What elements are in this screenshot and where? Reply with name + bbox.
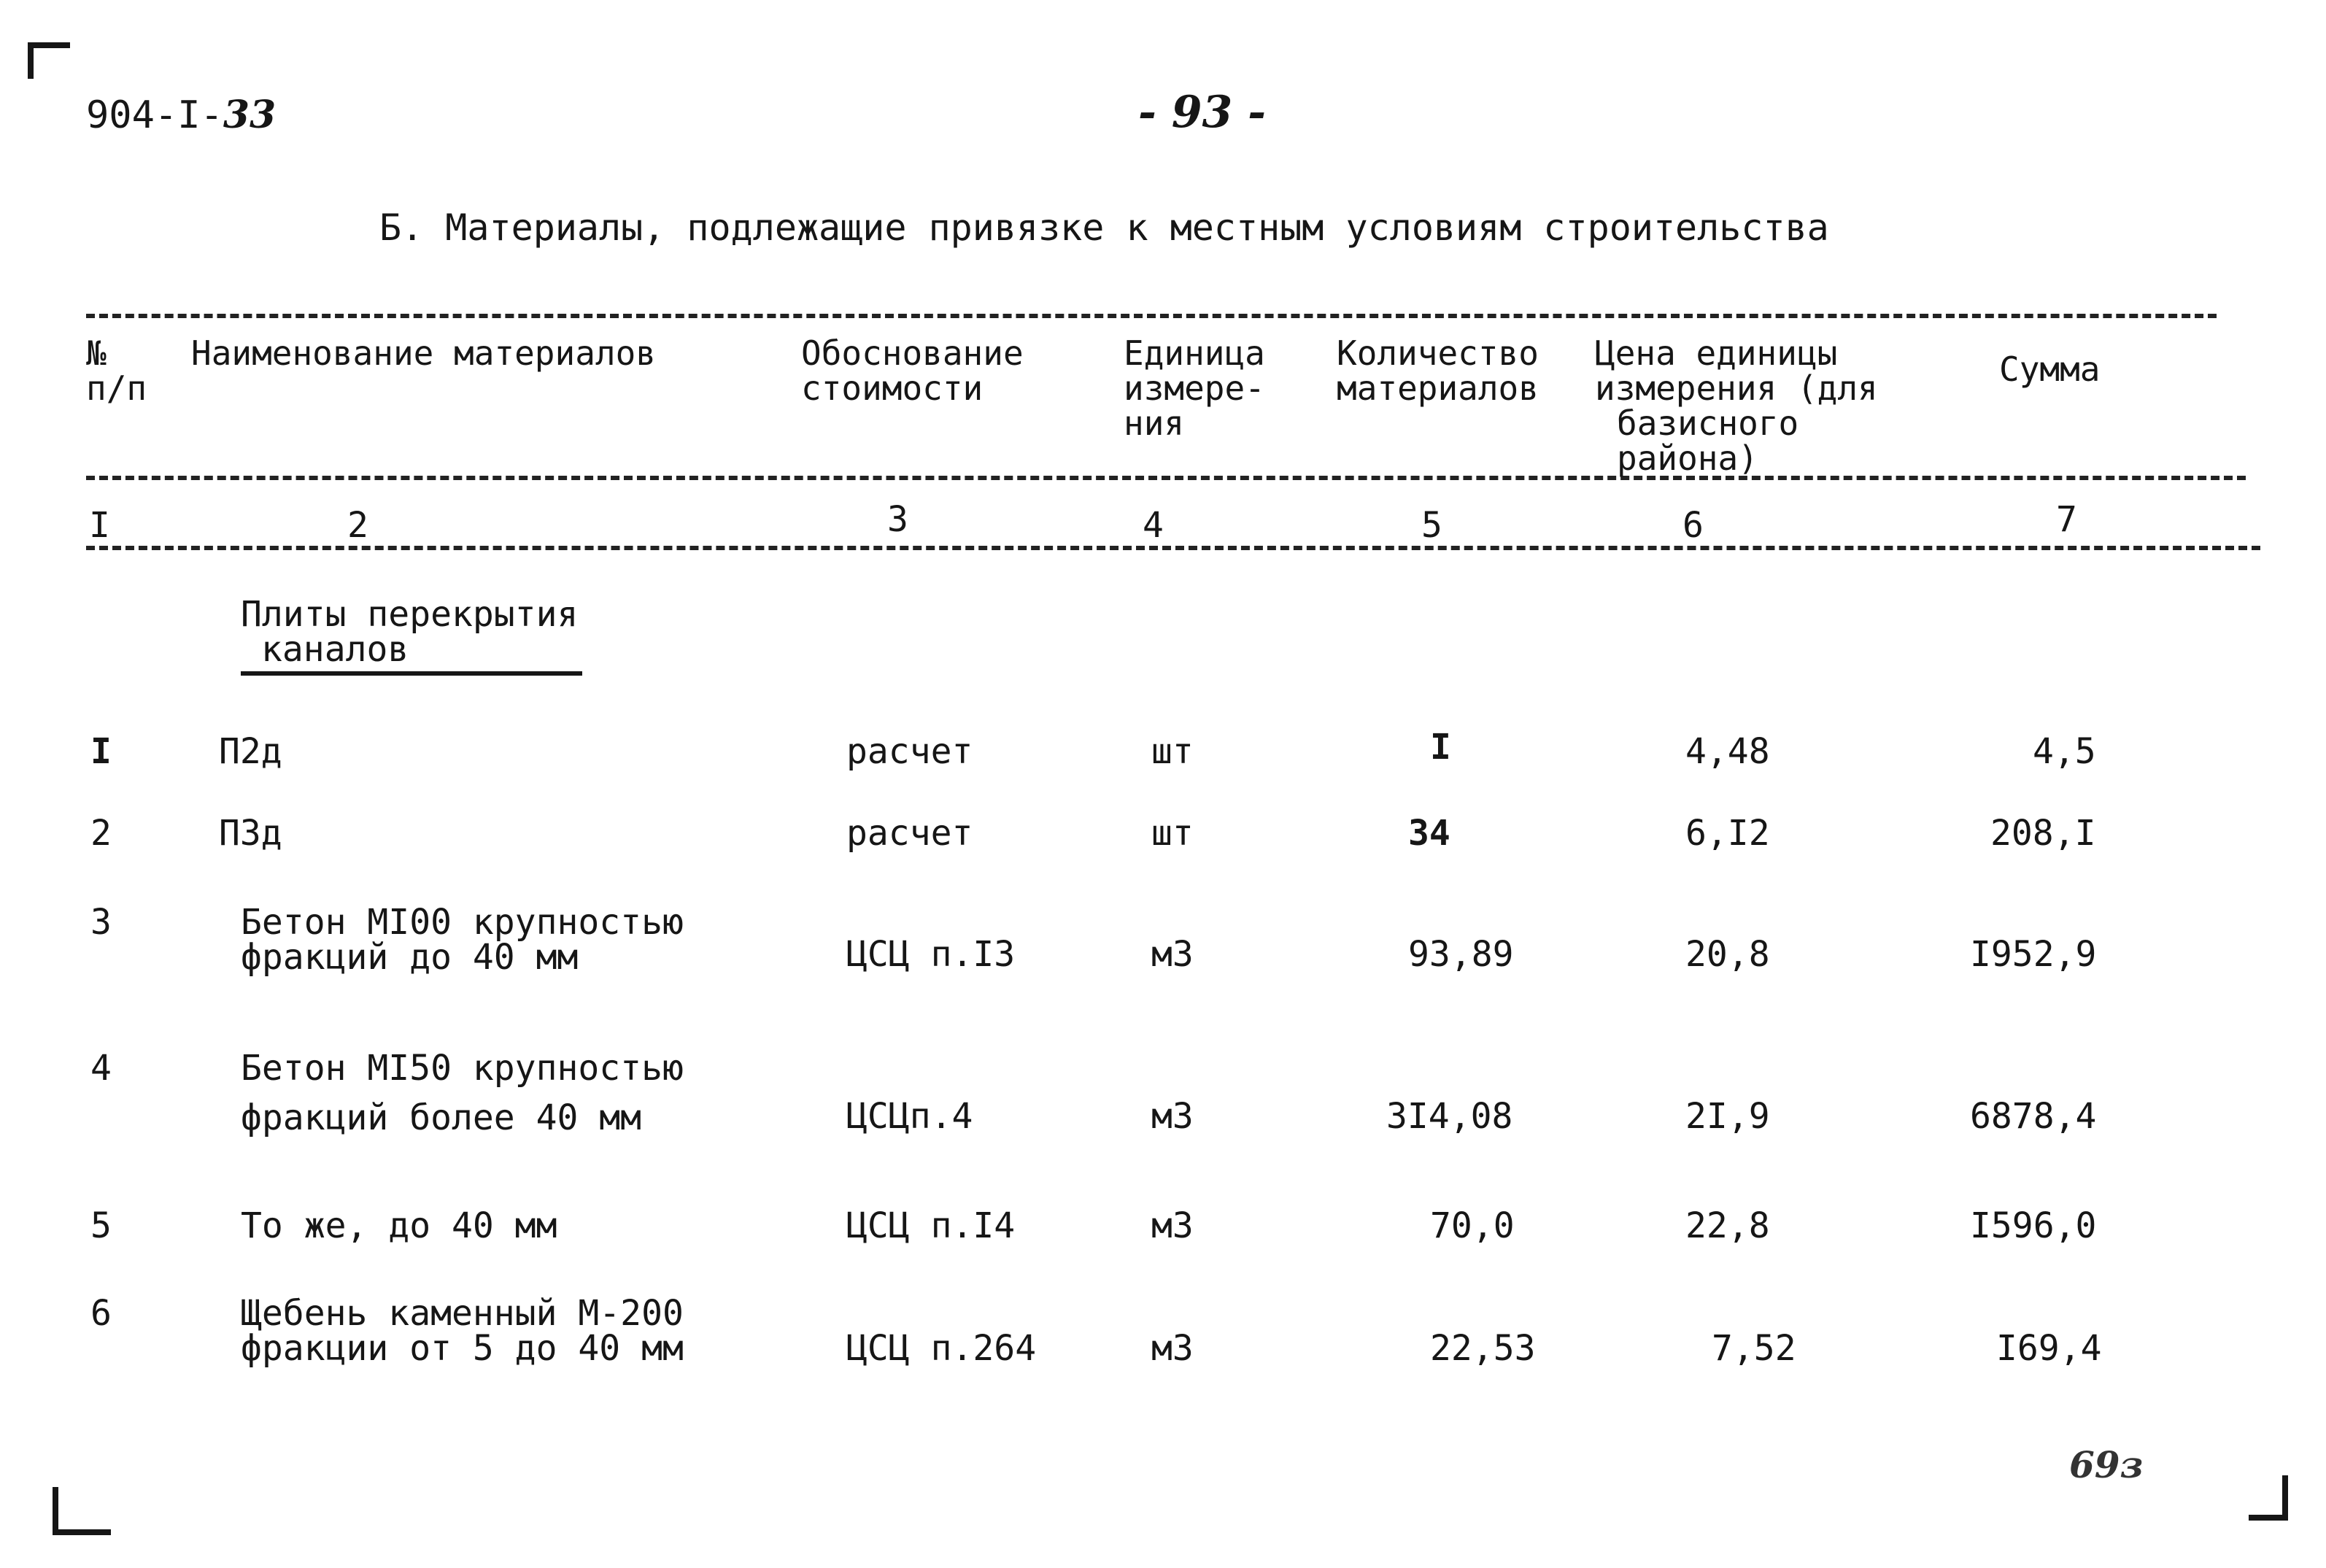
row-3-num: 3 <box>90 902 112 943</box>
row-6-price: 7,52 <box>1712 1328 1796 1369</box>
column-number-3: 3 <box>887 499 908 540</box>
document-code-suffix: 33 <box>223 93 277 137</box>
header-unit: Единица измере- ния <box>1124 333 1265 443</box>
row-1-num: I <box>90 731 112 772</box>
column-number-5: 5 <box>1421 505 1442 546</box>
row-4-unit: м3 <box>1151 1096 1194 1137</box>
corner-mark-bottom-right <box>2282 1475 2288 1521</box>
row-1-basis: расчет <box>846 731 973 772</box>
row-3-qty: 93,89 <box>1408 934 1514 975</box>
row-6-num: 6 <box>90 1293 112 1334</box>
row-1-unit: шт <box>1151 731 1194 772</box>
row-3-unit: м3 <box>1151 934 1194 975</box>
section-title: Б. Материалы, подлежащие привязке к местным условиям строительства <box>379 206 1829 249</box>
row-5-name: То же, до 40 мм <box>241 1205 557 1246</box>
row-4-basis: ЦСЦп.4 <box>846 1096 973 1137</box>
footer-mark: 69з <box>2069 1443 2144 1486</box>
page-number: - 93 - <box>1138 87 1267 138</box>
row-4-name: Бетон МI50 крупностью фракций более 40 мм <box>241 1048 684 1138</box>
row-6-qty: 22,53 <box>1430 1328 1536 1369</box>
row-2-qty: 34 <box>1408 813 1450 854</box>
column-number-7: 7 <box>2056 499 2077 540</box>
row-1-name: П2д <box>219 731 282 772</box>
row-3-price: 20,8 <box>1685 934 1770 975</box>
row-6-unit: м3 <box>1151 1328 1194 1369</box>
row-2-basis: расчет <box>846 813 973 854</box>
corner-mark-bottom-right-h <box>2249 1515 2288 1521</box>
row-6-name: Щебень каменный М-200 фракции от 5 до 40 мм <box>241 1293 684 1369</box>
column-number-6: 6 <box>1682 505 1704 546</box>
row-2-sum: 208,I <box>1990 813 2096 854</box>
column-number-2: 2 <box>347 505 368 546</box>
row-5-sum: I596,0 <box>1970 1205 2097 1246</box>
row-2-price: 6,I2 <box>1685 813 1770 854</box>
row-3-sum: I952,9 <box>1970 934 2097 975</box>
header-rule-top <box>86 314 2217 318</box>
row-1-sum: 4,5 <box>2033 731 2096 772</box>
corner-mark-bottom-left-h <box>53 1529 111 1535</box>
document-code-prefix: 904-I- <box>86 93 223 137</box>
header-num: № п/п <box>86 333 147 408</box>
row-5-unit: м3 <box>1151 1205 1194 1246</box>
row-1-qty: I <box>1430 727 1451 768</box>
header-name: Наименование материалов <box>191 333 656 373</box>
row-4-qty: 3I4,08 <box>1386 1096 1513 1137</box>
row-3-name: Бетон МI00 крупностью фракций до 40 мм <box>241 902 684 978</box>
row-4-sum: 6878,4 <box>1970 1096 2097 1137</box>
document-code <box>86 95 276 136</box>
row-2-num: 2 <box>90 813 112 854</box>
row-5-basis: ЦСЦ п.I4 <box>846 1205 1016 1246</box>
row-1-price: 4,48 <box>1685 731 1770 772</box>
header-price: Цена единицы измерения (для базисного района) <box>1595 333 1878 478</box>
row-5-qty: 70,0 <box>1430 1205 1515 1246</box>
header-basis: Обоснование стоимости <box>801 333 1024 408</box>
row-4-price: 2I,9 <box>1685 1096 1770 1137</box>
row-6-sum: I69,4 <box>1996 1328 2102 1369</box>
row-5-price: 22,8 <box>1685 1205 1770 1246</box>
header-sum: Сумма <box>1999 349 2101 389</box>
corner-mark-top-left-h <box>28 42 70 48</box>
header-rule-bottom <box>86 476 2246 480</box>
row-3-basis: ЦСЦ п.I3 <box>846 934 1016 975</box>
row-5-num: 5 <box>90 1205 112 1246</box>
column-number-4: 4 <box>1143 505 1164 546</box>
column-number-1: I <box>89 505 110 546</box>
row-2-name: П3д <box>219 813 282 854</box>
row-4-num: 4 <box>90 1048 112 1089</box>
column-number-rule <box>86 546 2260 550</box>
row-6-basis: ЦСЦ п.264 <box>846 1328 1037 1369</box>
row-2-unit: шт <box>1151 813 1194 854</box>
header-qty: Количество материалов <box>1337 333 1539 408</box>
corner-mark-bottom-left <box>53 1487 58 1535</box>
group-title: Плиты перекрытия каналов <box>241 597 582 667</box>
